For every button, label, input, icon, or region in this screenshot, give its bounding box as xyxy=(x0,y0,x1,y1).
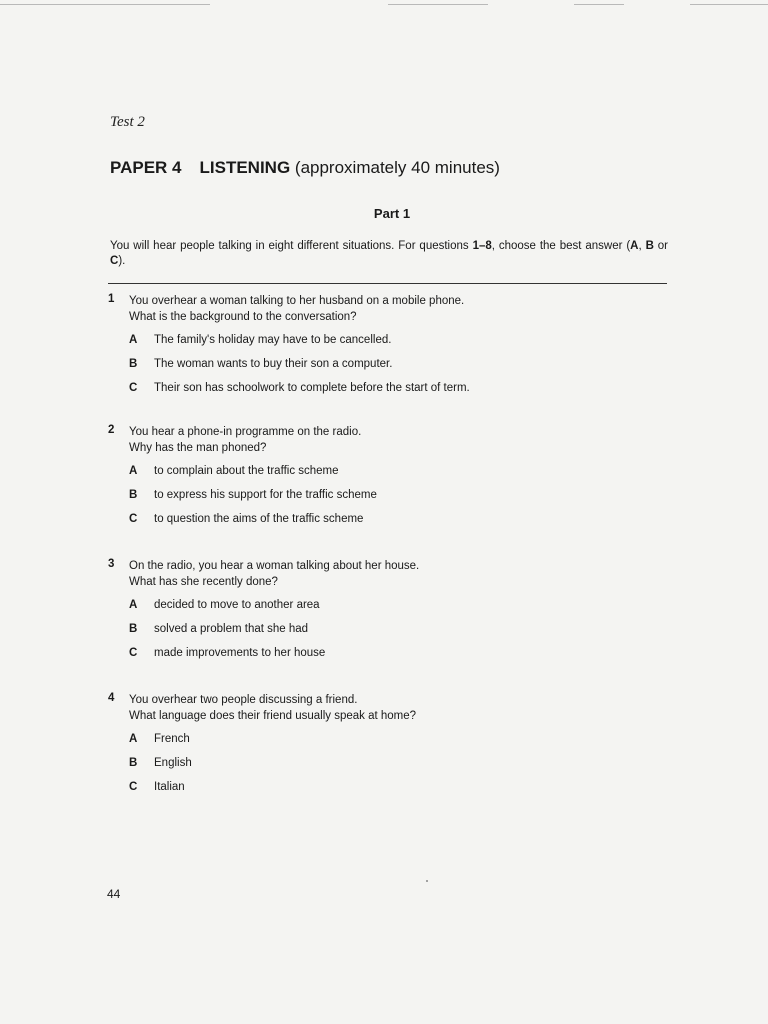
question-prompt: What language does their friend usually speak at home? xyxy=(129,710,417,722)
option-text: to express his support for the traffic scheme xyxy=(154,489,377,501)
question-3 xyxy=(108,558,668,665)
option-text: to complain about the traffic scheme xyxy=(154,465,339,477)
option-b xyxy=(129,751,668,775)
instructions-letter: B xyxy=(645,240,654,252)
option-c xyxy=(129,641,668,665)
option-c xyxy=(129,775,668,799)
question-text: You overhear two people discussing a friend. xyxy=(129,694,358,706)
part-heading xyxy=(0,206,768,221)
option-letter: C xyxy=(129,513,138,525)
part-heading-text: Part 1 xyxy=(373,206,411,221)
question-2 xyxy=(108,424,668,531)
option-b xyxy=(129,617,668,641)
option-letter: C xyxy=(129,781,138,793)
divider xyxy=(108,283,667,284)
option-a xyxy=(129,593,668,617)
scan-edge-line xyxy=(388,4,488,5)
instructions xyxy=(110,239,668,269)
instructions-text: ). xyxy=(118,255,126,267)
option-b xyxy=(129,483,668,507)
option-text: to question the aims of the traffic scheme xyxy=(154,513,364,525)
option-text: The woman wants to buy their son a computer. xyxy=(154,358,393,370)
option-c xyxy=(129,376,668,400)
instructions-text: , choose the best answer ( xyxy=(491,240,631,252)
question-number: 2 xyxy=(108,424,115,436)
scan-speck xyxy=(426,880,428,882)
option-b xyxy=(129,352,668,376)
option-text: solved a problem that she had xyxy=(154,623,309,635)
paper-duration: (approximately 40 minutes) xyxy=(294,158,500,177)
option-text: decided to move to another area xyxy=(154,599,320,611)
option-letter: A xyxy=(129,599,138,611)
option-a xyxy=(129,459,668,483)
question-number: 1 xyxy=(108,293,115,305)
scan-edge-line xyxy=(0,4,210,5)
option-text: Italian xyxy=(154,781,185,793)
option-letter: B xyxy=(129,489,138,501)
page-title xyxy=(110,158,500,178)
option-text: French xyxy=(154,733,190,745)
question-prompt: Why has the man phoned? xyxy=(129,442,267,454)
option-letter: B xyxy=(129,358,138,370)
option-letter: A xyxy=(129,733,138,745)
option-text: The family's holiday may have to be cancelled. xyxy=(154,334,392,346)
instructions-text: , xyxy=(638,240,646,252)
question-prompt: What has she recently done? xyxy=(129,576,278,588)
question-number: 4 xyxy=(108,692,115,704)
scan-edge-line xyxy=(574,4,624,5)
option-letter: B xyxy=(129,757,138,769)
paper-name: LISTENING xyxy=(199,158,291,177)
option-text: made improvements to her house xyxy=(154,647,326,659)
instructions-text: You will hear people talking in eight different situations. For questions xyxy=(110,240,473,252)
option-text: Their son has schoolwork to complete before the start of term. xyxy=(154,382,470,394)
question-4 xyxy=(108,692,668,799)
option-text: English xyxy=(154,757,192,769)
question-text: On the radio, you hear a woman talking about her house. xyxy=(129,560,420,572)
test-label: Test 2 xyxy=(110,114,145,130)
scan-edge-line xyxy=(690,4,768,5)
instructions-letter: C xyxy=(110,255,119,267)
option-letter: B xyxy=(129,623,138,635)
instructions-letter: A xyxy=(630,240,639,252)
paper-label: PAPER 4 xyxy=(110,158,182,177)
question-number: 3 xyxy=(108,558,115,570)
option-a xyxy=(129,328,668,352)
option-letter: C xyxy=(129,647,138,659)
question-text: You overhear a woman talking to her husband on a mobile phone. xyxy=(129,295,465,307)
option-c xyxy=(129,507,668,531)
question-text: You hear a phone-in programme on the radio. xyxy=(129,426,362,438)
page-number: 44 xyxy=(107,887,121,901)
question-prompt: What is the background to the conversation? xyxy=(129,311,357,323)
question-1 xyxy=(108,293,668,400)
option-letter: A xyxy=(129,465,138,477)
option-letter: A xyxy=(129,334,138,346)
option-letter: C xyxy=(129,382,138,394)
instructions-text: or xyxy=(653,240,669,252)
option-a xyxy=(129,727,668,751)
instructions-range: 1–8 xyxy=(472,240,492,252)
